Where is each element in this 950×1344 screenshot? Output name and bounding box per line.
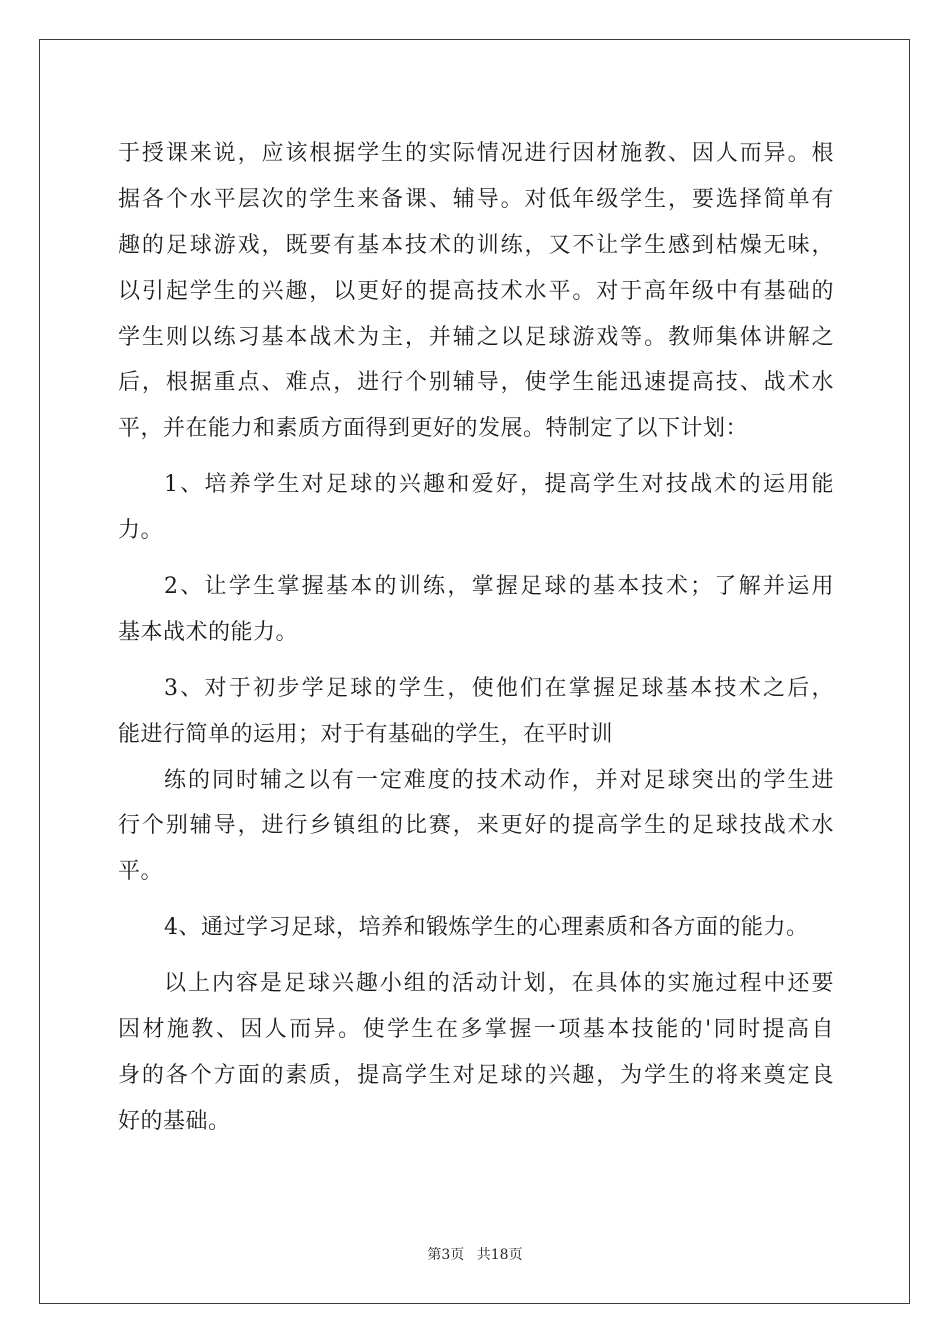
text-line: 好的基础。 — [118, 1108, 231, 1134]
text-line: 练的同时辅之以有一定难度的技术动作，并对足球突出的学生进 — [164, 767, 834, 793]
text-line: 能进行简单的运用；对于有基础的学生，在平时训 — [118, 721, 614, 747]
text-line: 以引起学生的兴趣，以更好的提高技术水平。对于高年级中有基础的 — [118, 278, 834, 304]
text-line: 4、通过学习足球，培养和锻炼学生的心理素质和各方面的能力。 — [164, 915, 809, 941]
text-line: 3、对于初步学足球的学生，使他们在掌握足球基本技术之后， — [164, 675, 834, 701]
text-line: 以上内容是足球兴趣小组的活动计划，在具体的实施过程中还要 — [164, 971, 834, 997]
document-body — [118, 131, 834, 1145]
text-line: 行个别辅导，进行乡镇组的比赛，来更好的提高学生的足球技战术水 — [118, 813, 834, 839]
text-line: 后，根据重点、难点，进行个别辅导，使学生能迅速提高技、战术水 — [118, 370, 834, 396]
text-line: 因材施教、因人而异。使学生在多掌握一项基本技能的'同时提高自 — [118, 1017, 834, 1043]
text-line: 基本战术的能力。 — [118, 619, 299, 645]
text-line: 趣的足球游戏，既要有基本技术的训练，又不让学生感到枯燥无味， — [118, 232, 834, 258]
text-line: 身的各个方面的素质，提高学生对足球的兴趣，为学生的将来奠定良 — [118, 1062, 834, 1088]
text-line: 据各个水平层次的学生来备课、辅导。对低年级学生，要选择简单有 — [118, 186, 834, 212]
paragraph — [118, 564, 834, 656]
paragraph — [118, 758, 834, 896]
text-line: 平，并在能力和素质方面得到更好的发展。特制定了以下计划： — [118, 416, 749, 442]
page-total: 共18页 — [476, 1247, 523, 1263]
paragraph — [118, 131, 834, 452]
paragraph — [118, 666, 834, 758]
text-line: 1、培养学生对足球的兴趣和爱好，提高学生对技战术的运用能 — [164, 472, 834, 498]
paragraph — [118, 905, 834, 951]
text-line: 2、让学生掌握基本的训练，掌握足球的基本技术；了解并运用 — [164, 574, 834, 600]
paragraph — [118, 462, 834, 554]
page-footer — [0, 1244, 950, 1264]
paragraph — [118, 961, 834, 1145]
text-line: 平。 — [118, 859, 164, 885]
text-line: 于授课来说，应该根据学生的实际情况进行因材施教、因人而异。根 — [118, 141, 834, 166]
text-line: 学生则以练习基本战术为主，并辅之以足球游戏等。教师集体讲解之 — [118, 324, 834, 350]
text-line: 力。 — [118, 518, 164, 544]
page-number: 第3页 — [427, 1247, 465, 1263]
